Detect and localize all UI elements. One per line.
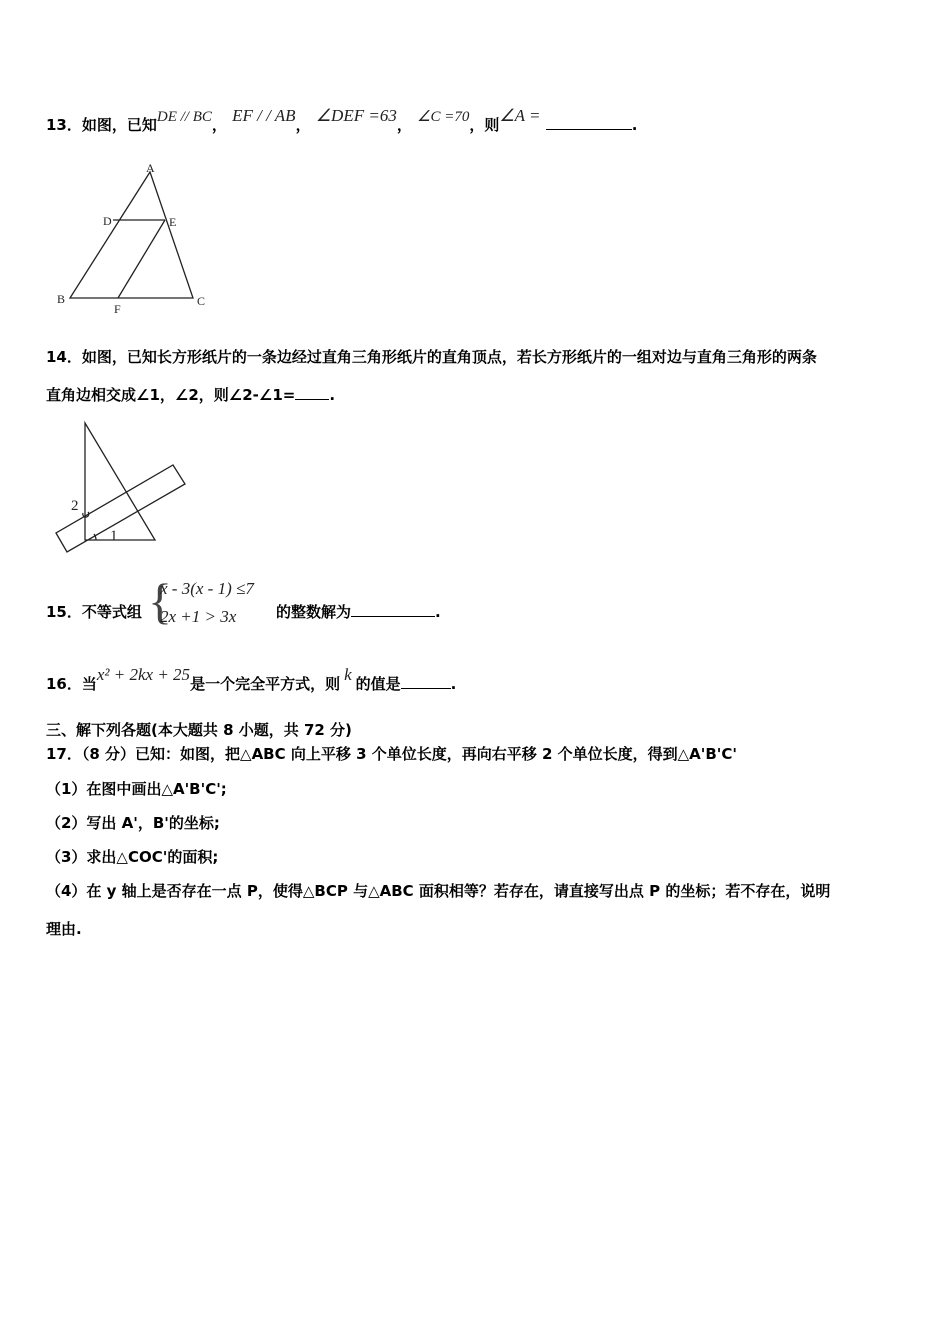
answer-blank[interactable] [401,687,451,689]
system-brace: { [148,573,172,629]
q14-text: 直角边相交成∠1，∠2，则∠2-∠1= [46,386,296,404]
label-a: A [146,161,155,175]
q13-condition-angle-def: ∠DEF =63 [315,106,397,125]
question-15-prefix: 15．不等式组 [46,603,142,621]
q16-middle: 是一个完全平方式，则 [190,675,341,693]
q13-condition-ef-parallel-ab: EF / / AB [232,106,296,125]
q13-triangle-figure [50,160,220,320]
separator: ， [211,116,227,134]
question-14-line2 [46,384,335,405]
question-17-part-1: （1）在图中画出△A'B'C'; [46,780,227,798]
question-17-part-3: （3）求出△COC'的面积; [46,848,219,866]
period: . [329,386,336,404]
label-d: D [103,214,112,228]
answer-blank[interactable] [546,128,632,130]
label-angle-2: 2 [71,498,79,514]
question-15-suffix [276,601,441,622]
q13-condition-de-parallel-bc: DE // BC [156,109,212,125]
answer-blank[interactable] [351,615,435,617]
section-heading: 三、解下列各题(本大题共 8 小题，共 72 分) [46,721,352,739]
period: . [435,603,441,621]
inequality-2: 2x +1 > 3x [160,607,237,626]
label-angle-1: 1 [110,528,118,544]
separator: ， [295,116,311,134]
q13-condition-angle-c: ∠C =70 [417,109,470,125]
question-16 [46,665,457,694]
question-17-part-2: （2）写出 A'，B'的坐标; [46,814,220,832]
period: . [450,675,457,693]
question-13 [46,106,638,135]
q13-prefix: 13．如图，已知 [46,116,157,134]
q16-suffix: 的值是 [355,675,401,693]
q16-variable-k: k [344,665,352,684]
label-e: E [169,215,177,229]
q14-triangle-rectangle-figure [40,415,200,560]
answer-blank[interactable] [295,398,329,400]
q13-then: ，则 [469,116,500,134]
label-b: B [57,292,66,306]
label-f: F [114,302,121,316]
question-14-line1: 14．如图，已知长方形纸片的一条边经过直角三角形纸片的直角顶点，若长方形纸片的一组对边与直角三角形的两条 [46,348,817,366]
q16-expression: x² + 2kx + 25 [96,665,191,684]
inequality-1: x - 3(x - 1) ≤7 [160,579,254,598]
label-c: C [197,294,206,308]
q16-prefix: 16．当 [46,675,97,693]
question-17-part-4: （4）在 y 轴上是否存在一点 P，使得△BCP 与△ABC 面积相等？若存在，请直接写出点 P 的坐标；若不存在，说明 [46,882,831,900]
q13-ask: ∠A = [499,106,541,125]
period: . [631,116,638,134]
question-17-part-4-cont: 理由. [46,920,82,938]
separator: ， [396,116,412,134]
q15-suffix-text: 的整数解为 [276,603,352,621]
question-17-stem: 17．（8 分）已知：如图，把△ABC 向上平移 3 个单位长度，再向右平移 2 个单位长度，得到△A'B'C' [46,745,737,763]
